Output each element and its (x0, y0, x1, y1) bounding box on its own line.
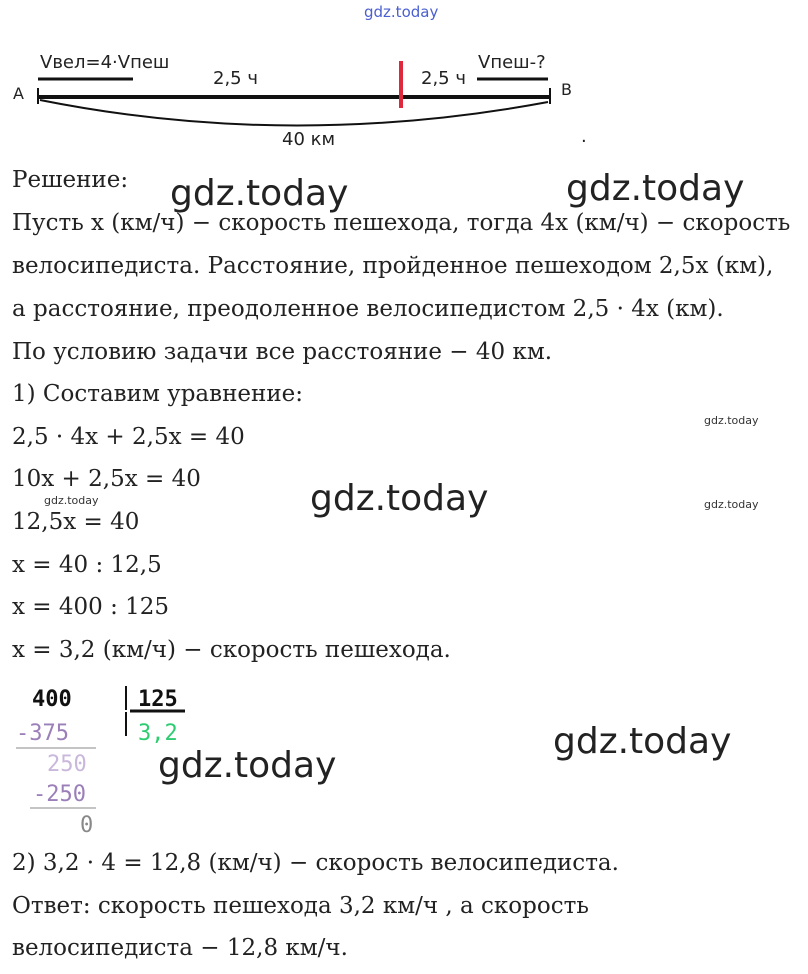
remainder-2: 0 (80, 813, 94, 838)
equation-2: 10x + 2,5x = 40 (12, 466, 201, 492)
solution-line-4: По условию задачи все расстояние − 40 км. (12, 339, 553, 365)
watermark: gdz.today (170, 173, 349, 214)
solution-line-1: Пусть x (км/ч) − скорость пешехода, тогда 4x (км/ч) − скорость (12, 210, 791, 236)
watermark: gdz.today (310, 478, 489, 519)
bike-speed-label: Vвел=4·Vпеш (40, 52, 170, 73)
equation-6: x = 3,2 (км/ч) − скорость пешехода. (12, 637, 451, 663)
watermark: gdz.today (566, 168, 745, 209)
answer-line-2: велосипедиста − 12,8 км/ч. (12, 935, 348, 961)
equation-3: 12,5x = 40 (12, 509, 140, 535)
distance-label: 40 км (282, 129, 336, 150)
time-left-label: 2,5 ч (213, 68, 258, 89)
solution-line-12: 2) 3,2 · 4 = 12,8 (км/ч) − скорость велосипедиста. (12, 850, 619, 876)
remainder-1: 250 (47, 752, 87, 777)
point-a-label: A (13, 84, 24, 103)
top-watermark: gdz.today (364, 3, 439, 21)
subtrahend-2: -250 (33, 782, 86, 807)
watermark-small: gdz.today (704, 498, 759, 511)
time-right-label: 2,5 ч (421, 68, 466, 89)
watermark-small: gdz.today (704, 414, 759, 427)
solution-line-5: 1) Составим уравнение: (12, 381, 304, 407)
watermark: gdz.today (158, 745, 337, 786)
distance-brace (40, 100, 548, 126)
solution-line-3: а расстояние, преодоленное велосипедистом 2,5 · 4x (км). (12, 296, 724, 322)
watermark-small: gdz.today (44, 494, 99, 507)
walk-speed-label: Vпеш-? (478, 52, 546, 73)
equation-5: x = 400 : 125 (12, 594, 170, 620)
divisor: 125 (138, 687, 178, 712)
quotient: 3,2 (138, 721, 178, 746)
watermark: gdz.today (553, 721, 732, 762)
equation-1: 2,5 · 4x + 2,5x = 40 (12, 424, 245, 450)
solution-line-2: велосипедиста. Расстояние, пройденное пешеходом 2,5x (км), (12, 253, 774, 279)
subtrahend-1: -375 (16, 721, 69, 746)
diagram-lines (0, 0, 808, 160)
stray-dot: . (581, 126, 587, 147)
answer-line-1: Ответ: скорость пешехода 3,2 км/ч , а скорость (12, 893, 589, 919)
equation-4: x = 40 : 12,5 (12, 552, 162, 578)
point-b-label: B (561, 80, 572, 99)
solution-heading: Решение: (12, 167, 129, 193)
dividend: 400 (32, 687, 72, 712)
